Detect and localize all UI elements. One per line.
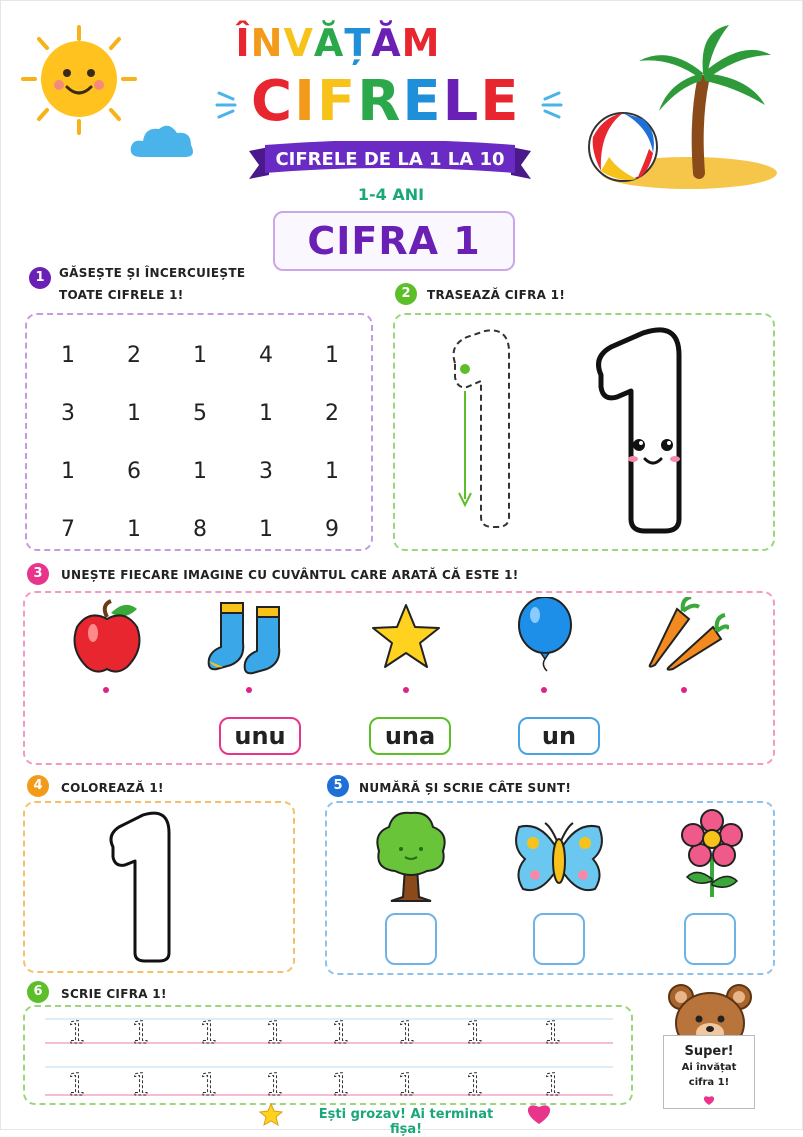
grid-number[interactable]: 5 <box>193 400 207 426</box>
trace-digit[interactable]: 1 <box>331 1016 350 1051</box>
grid-number[interactable]: 3 <box>259 458 273 484</box>
section-6-badge: 6 <box>27 981 49 1003</box>
title-letter: Ă <box>371 21 402 65</box>
number-grid <box>33 326 363 558</box>
lesson-title: CIFRA 1 <box>307 219 481 263</box>
title-letter: Ț <box>344 21 372 65</box>
grid-number[interactable]: 1 <box>259 516 273 542</box>
ribbon-text: CIFRELE DE LA 1 LA 10 <box>275 149 505 170</box>
sun-icon <box>15 21 143 139</box>
smiling-number-one-icon <box>591 327 691 537</box>
grid-number[interactable]: 6 <box>127 458 141 484</box>
count-answer-butterfly[interactable] <box>533 913 585 965</box>
title-letter: C <box>251 69 295 134</box>
word-un[interactable]: un <box>518 717 600 755</box>
flower-icon[interactable] <box>677 809 747 901</box>
beach-scene-icon <box>579 21 779 191</box>
trace-digit[interactable]: 1 <box>397 1016 416 1051</box>
sparkle-left-icon <box>213 87 247 123</box>
trace-digit-dashed[interactable] <box>441 327 521 535</box>
grid-number[interactable]: 1 <box>61 342 75 368</box>
socks-icon[interactable] <box>207 599 297 675</box>
match-dot[interactable] <box>403 687 409 693</box>
bear-sign-line-3: cifra 1! <box>688 1077 730 1088</box>
trace-digit[interactable]: 1 <box>131 1016 150 1051</box>
trace-digit[interactable]: 1 <box>67 1068 86 1103</box>
word-unu[interactable]: unu <box>219 717 301 755</box>
grid-number[interactable]: 3 <box>61 400 75 426</box>
title-letter: Ă <box>313 21 345 65</box>
section-5-title: NUMĂRĂ ȘI SCRIE CÂTE SUNT! <box>359 781 572 795</box>
match-dot[interactable] <box>541 687 547 693</box>
grid-number[interactable]: 2 <box>127 342 141 368</box>
trace-digit[interactable]: 1 <box>397 1068 416 1103</box>
grid-row <box>33 500 363 558</box>
title-letter: E <box>402 69 443 134</box>
carrots-icon[interactable] <box>643 597 729 671</box>
trace-digit[interactable]: 1 <box>465 1016 484 1051</box>
grid-number[interactable]: 1 <box>259 400 273 426</box>
count-answer-tree[interactable] <box>385 913 437 965</box>
match-dot[interactable] <box>246 687 252 693</box>
number-one-outline[interactable] <box>105 811 175 965</box>
grid-number[interactable]: 1 <box>325 342 339 368</box>
section-6-title: SCRIE CIFRA 1! <box>61 987 167 1001</box>
section-2-badge: 2 <box>395 283 417 305</box>
section-1-badge: 1 <box>29 267 51 289</box>
grid-number[interactable]: 1 <box>127 516 141 542</box>
count-answer-flower[interactable] <box>684 913 736 965</box>
heart-footer-icon <box>527 1103 551 1125</box>
grid-row <box>33 384 363 442</box>
balloon-icon[interactable] <box>515 597 575 673</box>
trace-digit[interactable]: 1 <box>265 1068 284 1103</box>
bear-sign-line-1: Super! <box>684 1044 734 1059</box>
grid-number[interactable]: 1 <box>193 458 207 484</box>
section-5-badge: 5 <box>327 775 349 797</box>
grid-row <box>33 442 363 500</box>
writing-practice-lines[interactable] <box>29 1007 629 1103</box>
title-letter: L <box>442 69 481 134</box>
footer-text: Ești grozav! Ai terminat fișa! <box>318 1107 494 1137</box>
butterfly-icon[interactable] <box>511 819 607 899</box>
trace-digit[interactable]: 1 <box>131 1068 150 1103</box>
grid-number[interactable]: 9 <box>325 516 339 542</box>
grid-number[interactable]: 2 <box>325 400 339 426</box>
cloud-icon <box>127 119 199 161</box>
title-letter: M <box>401 21 441 65</box>
grid-number[interactable]: 1 <box>325 458 339 484</box>
title-line-2 <box>251 69 551 134</box>
grid-row <box>33 326 363 384</box>
title-letter: V <box>283 21 314 65</box>
title-letter: R <box>357 69 403 134</box>
trace-digit[interactable]: 1 <box>67 1016 86 1051</box>
heart-icon <box>703 1095 715 1106</box>
title-letter: I <box>294 69 317 134</box>
star-footer-icon <box>259 1103 283 1127</box>
section-3-title: UNEȘTE FIECARE IMAGINE CU CUVÂNTUL CARE ARATĂ CĂ ESTE 1! <box>61 568 519 582</box>
trace-digit[interactable]: 1 <box>199 1016 218 1051</box>
trace-digit[interactable]: 1 <box>543 1068 562 1103</box>
grid-number[interactable]: 4 <box>259 342 273 368</box>
section-2-title: TRASEAZĂ CIFRA 1! <box>427 288 566 302</box>
bear-sign-line-2: Ai învățat <box>681 1062 737 1073</box>
trace-digit[interactable]: 1 <box>331 1068 350 1103</box>
section-1-title-line-2: TOATE CIFRELE 1! <box>59 288 184 302</box>
grid-number[interactable]: 7 <box>61 516 75 542</box>
apple-icon[interactable] <box>71 599 145 675</box>
section-4-badge: 4 <box>27 775 49 797</box>
age-range: 1-4 ANI <box>357 185 425 204</box>
trace-digit[interactable]: 1 <box>199 1068 218 1103</box>
section-4-title: COLOREAZĂ 1! <box>61 781 164 795</box>
tree-icon[interactable] <box>371 809 451 903</box>
match-dot[interactable] <box>681 687 687 693</box>
section-3-badge: 3 <box>27 563 49 585</box>
trace-digit[interactable]: 1 <box>543 1016 562 1051</box>
match-dot[interactable] <box>103 687 109 693</box>
section-1-title-line-1: GĂSEȘTE ȘI ÎNCERCUIEȘTE <box>59 266 246 280</box>
title-line-1 <box>233 21 443 65</box>
grid-number[interactable]: 1 <box>193 342 207 368</box>
title-letter: N <box>250 21 284 65</box>
title-letter: F <box>316 69 358 134</box>
grid-number[interactable]: 1 <box>127 400 141 426</box>
word-una[interactable]: una <box>369 717 451 755</box>
title-letter: Î <box>235 21 251 65</box>
title-letter: E <box>480 69 521 134</box>
grid-number[interactable]: 8 <box>193 516 207 542</box>
trace-digit[interactable]: 1 <box>265 1016 284 1051</box>
grid-number[interactable]: 1 <box>61 458 75 484</box>
star-icon[interactable] <box>369 601 443 673</box>
trace-digit[interactable]: 1 <box>465 1068 484 1103</box>
